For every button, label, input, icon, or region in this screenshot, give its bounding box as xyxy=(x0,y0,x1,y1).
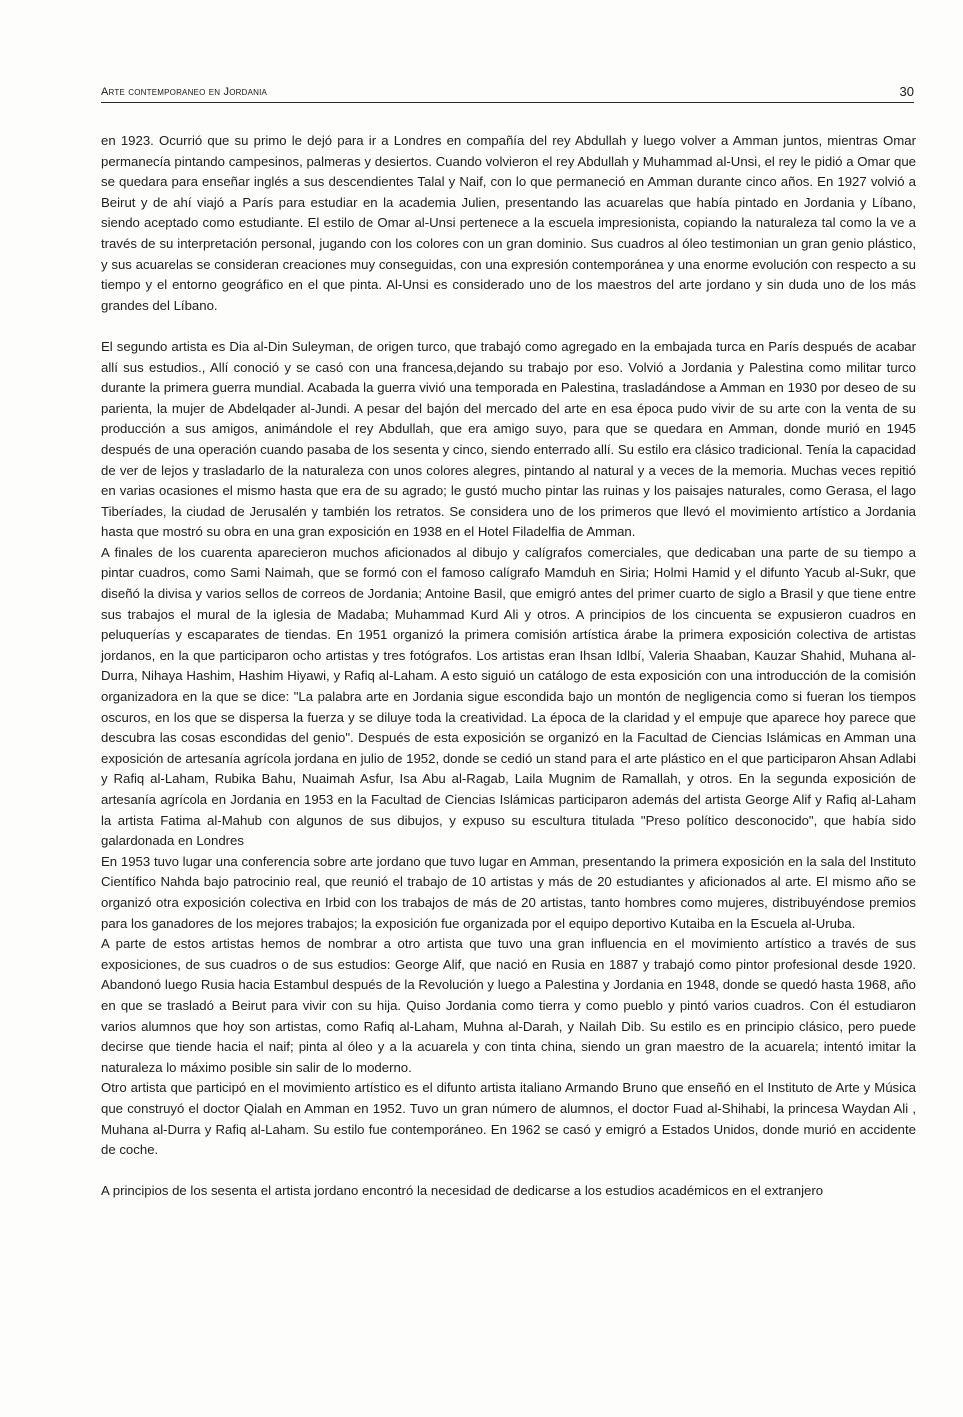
paragraph: A parte de estos artistas hemos de nombrar a otro artista que tuvo una gran influencia en el movimiento artístico a través de sus exposiciones, de sus cuadros o de sus estudios: George Alif, que nació en Rusia en 1887 y trabajó como pintor profesional desde 1920. Abandonó luego Rusia hacia Estambul después de la Revolución y luego a Palestina y Jordania en 1948, donde se quedó hasta 1968, año en que se trasladó a Beirut para vivir con su hija. Quiso Jordania como tierra y como pueblo y pintó varios cuadros. Con él estudiaron varios alumnos que hoy son artistas, como Rafiq al-Laham, Muhna al-Darah, y Nailah Dib. Su estilo es en principio clásico, pero puede decirse que tiende hacia el naif; pinta al óleo y a la acuarela y con tinta china, siendo un gran maestro de la acuarela; intentó imitar la naturaleza lo máximo posible sin salir de lo moderno. xyxy=(101,936,916,1075)
paragraph: A principios de los sesenta el artista jordano encontró la necesidad de dedicarse a los estudios académicos en el extranjero xyxy=(101,1183,824,1199)
page-number: 30 xyxy=(899,84,914,99)
paragraph: En 1953 tuvo lugar una conferencia sobre arte jordano que tuvo lugar en Amman, presentando la primera exposición en la sala del Instituto Científico Nahda bajo patrocinio real, que reunió el trabajo de 10 artistas y más de 20 estudiantes y aficionados al arte. El mismo año se organizó otra exposición colectiva en Irbid con los trabajos de más de 20 artistas, tanto hombres como mujeres, distribuyéndose premios para los ganadores de los mejores trabajos; la exposición fue organizada por el equipo deportivo Kutaiba en la Escuela al-Uruba. xyxy=(101,853,916,931)
header-title: Arte contemporaneo en Jordania xyxy=(101,86,268,98)
paragraph: A finales de los cuarenta aparecieron muchos aficionados al dibujo y calígrafos comerciales, que dedicaban una parte de su tiempo a pintar cuadros, como Sami Naimah, que se formó con el famoso calígrafo Mamduh en Siria; Holmi Hamid y el difunto Yacub al-Sukr, que diseñó la divisa y varios sellos de correos de Jordania; Antoine Basil, que emigró antes del primer cuarto de siglo a Brasil y que tiene entre sus trabajos el mural de la iglesia de Madaba; Muhammad Kurd Ali y otros. A principios de los cincuenta se expusieron cuadros en peluquerías y escaparates de tiendas. En 1951 organizó la primera comisión artística árabe la primera exposición colectiva de artistas jordanos, en la que participaron ocho artistas y tres fotógrafos. Los artistas eran Ihsan Idlbí, Valeria Shaaban, Kauzar Shahid, Muhana al-Durra, Nihaya Hashim, Hashim Hiyawi, y Rafiq al-Laham. A esto siguió un catálogo de esta exposición con una introducción de la comisión organizadora en la que se dice: "La palabra arte en Jordania sigue escondida bajo un montón de negligencia como si fueran los tiempos oscuros, en los que se dispersa la fuerza y se diluye toda la creatividad. La época de la claridad y el empuje que aparece hoy parece que descubra las cosas escondidas del genio". Después de esta exposición se organizó en la Facultad de Ciencias Islámicas en Amman una exposición de artesanía agrícola jordana en julio de 1952, donde se cedió un stand para el arte plástico en el que participaron Ahsan Adlabi y Rafiq al-Laham, Rubika Bahu, Nuaimah Asfur, Isa Abu al-Ragab, Laila Mugnim de Ramallah, y otros. En la segunda exposición de artesanía agrícola en Jordania en 1953 en la Facultad de Ciencias Islámicas participaron además del artista George Alif y Rafiq al-Laham la artista Fatima al-Mahub con algunos de sus dibujos, y expuso su escultura titulada "Preso político desconocido", que había sido galardonada en Londres xyxy=(101,544,916,849)
running-header xyxy=(101,84,914,103)
paragraph: El segundo artista es Dia al-Din Suleyman, de origen turco, que trabajó como agregado en la embajada turca en París después de acabar allí sus estudios., Allí conoció y se casó con una francesa,dejando su trabajo por eso. Volvió a Jordania y Palestina como militar turco durante la primera guerra mundial. Acabada la guerra vivió una temporada en Palestina, trasladándose a Amman en 1930 por deseo de su parienta, la mujer de Abdelqader al-Jundi. A pesar del bajón del mercado del arte en esa época pudo vivir de su arte con la venta de su producción a sus amigos, animándole el rey Abdullah, que era amigo suyo, para que se quedara en Amman, donde murió en 1945 después de una operación cuando pasaba de los sesenta y cinco, siendo enterrado allí. Su estilo era clásico tradicional. Tenía la capacidad de ver de lejos y trasladarlo de la naturaleza con unos colores alegres, pintando al natural y a veces de la memoria. Muchas veces repitió en varias ocasiones el mismo hasta que era de su agrado; le gustó mucho pintar las ruinas y los paisajes naturales, como Gerasa, el lago Tiberíades, la ciudad de Jerusalén y también los retratos. Se considera uno de los primeros que llevó el movimiento artístico a Jordania hasta que mostró su obra en una gran exposición en 1938 en el Hotel Filadelfia de Amman. xyxy=(101,338,916,540)
body-text xyxy=(101,131,916,1202)
paragraph: Otro artista que participó en el movimiento artístico es el difunto artista italiano Armando Bruno que enseñó en el Instituto de Arte y Música que construyó el doctor Qialah en Amman en 1952. Tuvo un gran número de alumnos, el doctor Fuad al-Shihabi, la princesa Waydan Ali , Muhana al-Durra y Rafiq al-Laham. Su estilo fue contemporáneo. En 1962 se casó y emigró a Estados Unidos, donde murió en accidente de coche. xyxy=(101,1080,916,1158)
paragraph: en 1923. Ocurrió que su primo le dejó para ir a Londres en compañía del rey Abdullah y luego volver a Amman juntos, mientras Omar permanecía pintando campesinos, palmeras y desiertos. Cuando volvieron el rey Abdullah y Muhammad al-Unsi, el rey le pidió a Omar que se quedara para enseñar inglés a sus descendientes Talal y Naif, con lo que permaneció en Amman durante cinco años. En 1927 volvió a Beirut y de ahí viajó a París para estudiar en la academia Julien, presentando las acuarelas que había pintado en Jordania y Líbano, siendo aceptado como estudiante. El estilo de Omar al-Unsi pertenece a la escuela impresionista, copiando la naturaleza tal como la ve a través de su interpretación personal, jugando con los colores con un gran dominio. Sus cuadros al óleo testimonian un gran genio plástico, y sus acuarelas se consideran creaciones muy conseguidas, con una expresión contemporánea y una enorme evolución con respecto a su tiempo y el entorno geográfico en el que pinta. Al-Unsi es considerado uno de los maestros del arte jordano y sin duda uno de los más grandes del Líbano. xyxy=(101,133,916,313)
